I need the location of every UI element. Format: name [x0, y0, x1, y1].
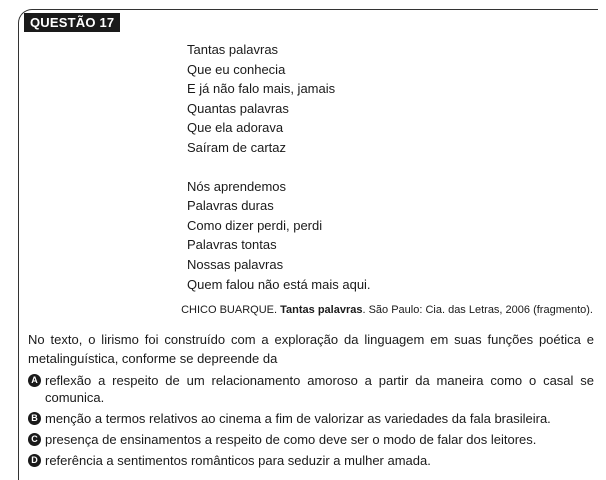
source-author: CHICO BUARQUE. — [181, 304, 278, 316]
poem-line: Palavras duras — [187, 198, 274, 214]
poem-line: Saíram de cartaz — [187, 139, 286, 155]
question-header — [24, 13, 126, 32]
poem-line: Quem falou não está mais aqui. — [187, 276, 371, 292]
option-b[interactable] — [28, 410, 594, 427]
option-text: menção a termos relativos ao cinema a fim de valorizar as variedades da fala brasileira. — [45, 411, 551, 426]
option-letter-badge: B — [28, 412, 41, 425]
poem-line: Quantas palavras — [187, 100, 289, 116]
question-stem: No texto, o lirismo foi construído com a exploração da linguagem em suas funções poética e metalinguística, conforme se depreende da — [28, 332, 594, 366]
question-label: QUESTÃO 17 — [24, 13, 120, 32]
poem-line: Como dizer perdi, perdi — [187, 217, 323, 233]
source-title: Tantas palavras — [280, 304, 363, 316]
poem-line: Palavras tontas — [187, 237, 277, 253]
option-letter-badge: D — [28, 454, 41, 467]
option-text: reflexão a respeito de um relacionamento amoroso a partir da maneira como o casal se comunica. — [45, 373, 594, 405]
option-c[interactable] — [28, 431, 594, 448]
poem-line: Nossas palavras — [187, 256, 284, 272]
poem-stanza-1 — [187, 40, 371, 158]
poem-line: Nós aprendemos — [187, 178, 286, 194]
source-details: . São Paulo: Cia. das Letras, 2006 (fragmento). — [362, 304, 593, 316]
option-letter-badge: C — [28, 433, 41, 446]
poem-stanza-2 — [187, 177, 371, 295]
poem — [187, 40, 371, 294]
option-letter-badge: A — [28, 374, 41, 387]
option-d[interactable] — [28, 452, 594, 469]
poem-line: Que eu conhecia — [187, 61, 286, 77]
poem-line: Que ela adorava — [187, 120, 284, 136]
poem-line: Tantas palavras — [187, 42, 279, 57]
answer-options — [28, 372, 594, 473]
option-text: referência a sentimentos românticos para seduzir a mulher amada. — [45, 453, 431, 468]
source-citation — [181, 304, 593, 316]
option-text: presença de ensinamentos a respeito de como deve ser o modo de falar dos leitores. — [45, 432, 537, 447]
option-a[interactable] — [28, 372, 594, 406]
poem-line: E já não falo mais, jamais — [187, 81, 336, 97]
